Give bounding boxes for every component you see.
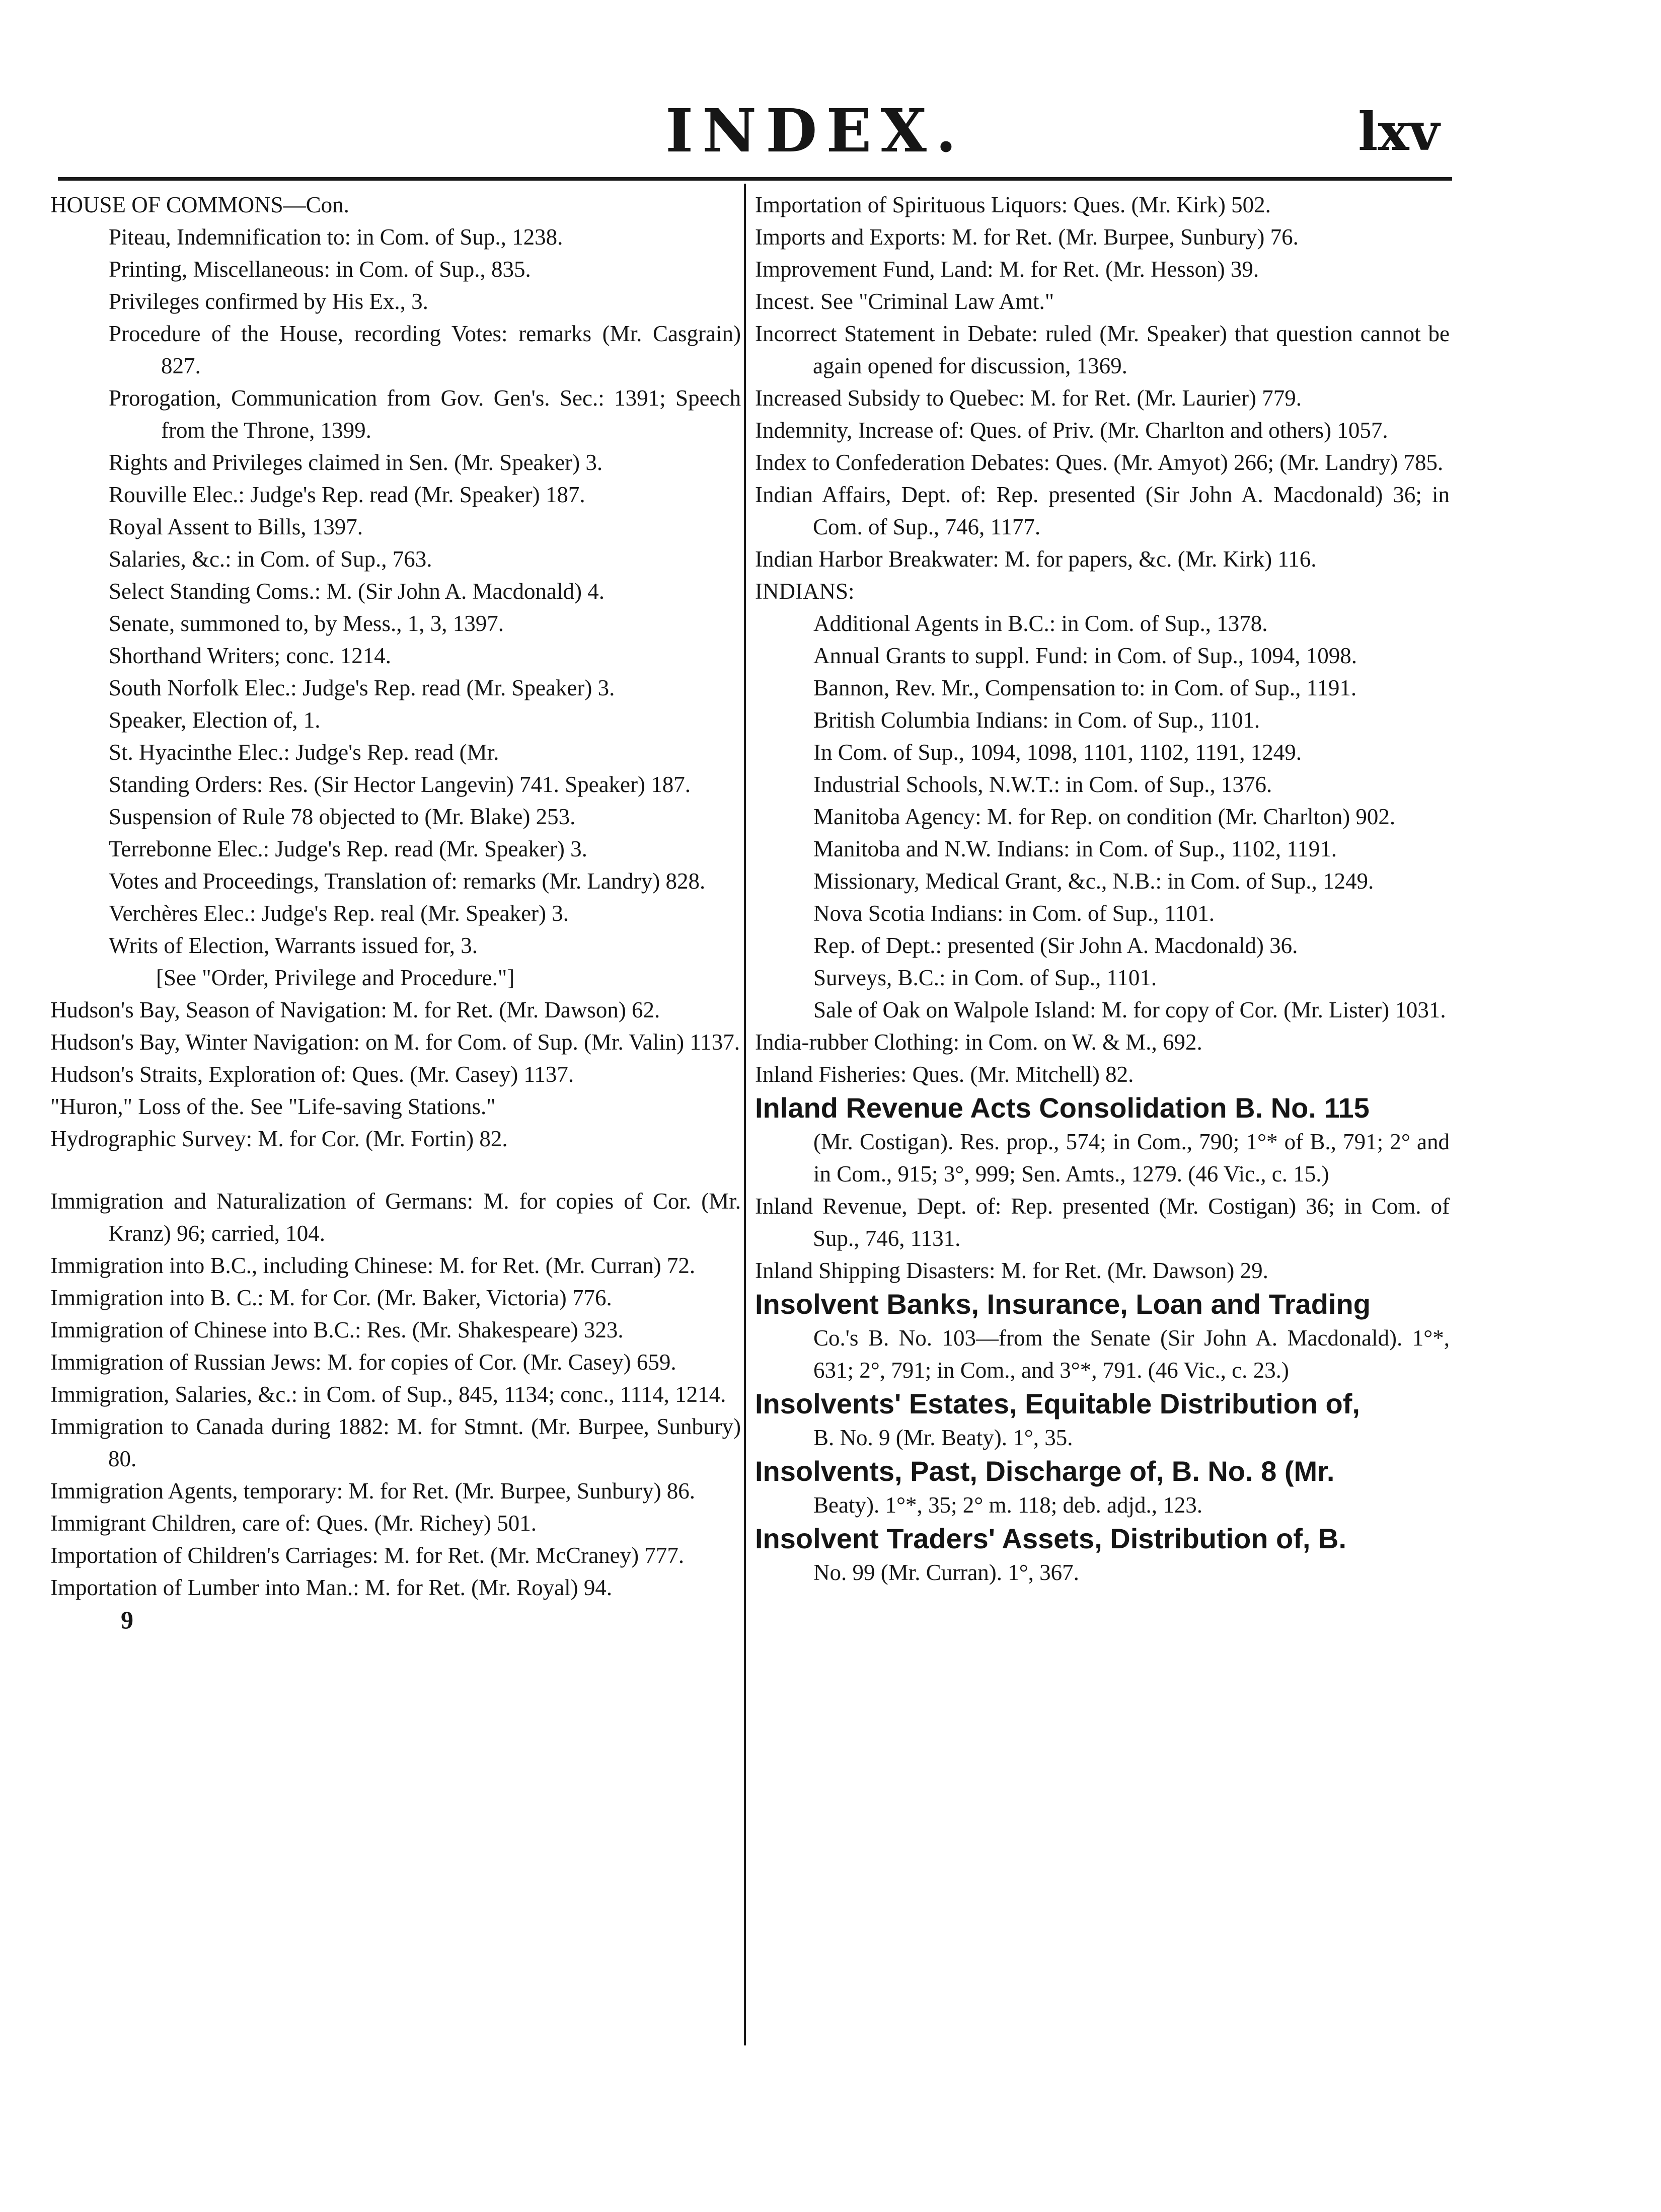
header-rule (58, 177, 1452, 181)
index-entry: Importation of Children's Carriages: M. for Ret. (Mr. McCraney) 777. (50, 1543, 685, 1568)
index-entry: HOUSE OF COMMONS—Con. (50, 192, 349, 217)
index-entry: Select Standing Coms.: M. (Sir John A. Macdonald) 4. (109, 579, 605, 604)
index-entry: Rep. of Dept.: presented (Sir John A. Macdonald) 36. (813, 933, 1298, 958)
index-entry: Hydrographic Survey: M. for Cor. (Mr. Fortin) 82. (50, 1126, 508, 1151)
index-entry: Manitoba and N.W. Indians: in Com. of Sup., 1102, 1191. (813, 836, 1337, 861)
index-entry: Standing Orders: Res. (Sir Hector Langevin) 741. Speaker) 187. (109, 772, 691, 797)
index-entry: Verchères Elec.: Judge's Rep. real (Mr. Speaker) 3. (109, 901, 569, 926)
signature-mark: 9 (121, 1606, 133, 1634)
index-entry: Incest. See "Criminal Law Amt." (755, 289, 1054, 314)
index-entry: Hudson's Bay, Winter Navigation: on M. for Com. of Sup. (Mr. Valin) 1137. (50, 1030, 740, 1055)
index-entry: Suspension of Rule 78 objected to (Mr. Blake) 253. (109, 804, 576, 829)
index-entry: Missionary, Medical Grant, &c., N.B.: in Com. of Sup., 1249. (813, 868, 1374, 894)
index-entry: Rights and Privileges claimed in Sen. (Mr. Speaker) 3. (109, 450, 603, 475)
index-entry: St. Hyacinthe Elec.: Judge's Rep. read (Mr. (109, 740, 499, 765)
index-entry: Imports and Exports: M. for Ret. (Mr. Burpee, Sunbury) 76. (755, 224, 1299, 250)
index-entry: Insolvents' Estates, Equitable Distribution of, (755, 1388, 1360, 1419)
index-entry: Immigration Agents, temporary: M. for Ret. (Mr. Burpee, Sunbury) 86. (50, 1478, 696, 1504)
index-entry: Surveys, B.C.: in Com. of Sup., 1101. (813, 965, 1157, 990)
page-number: lxv (1358, 101, 1440, 163)
index-entry: Bannon, Rev. Mr., Compensation to: in Com. of Sup., 1191. (813, 675, 1357, 700)
index-entry: Immigration of Russian Jews: M. for copies of Cor. (Mr. Casey) 659. (50, 1350, 676, 1375)
index-entry: Sale of Oak on Walpole Island: M. for copy of Cor. (Mr. Lister) 1031. (813, 997, 1446, 1022)
index-entry: Procedure of the House, recording Votes: remarks (Mr. Casgrain) 827. (109, 321, 741, 378)
index-entry: No. 99 (Mr. Curran). 1°, 367. (813, 1560, 1079, 1585)
index-entry: Hudson's Straits, Exploration of: Ques. (Mr. Casey) 1137. (50, 1062, 574, 1087)
index-entry: Importation of Spirituous Liquors: Ques. (Mr. Kirk) 502. (755, 192, 1271, 217)
index-entry: Piteau, Indemnification to: in Com. of Sup., 1238. (109, 224, 563, 250)
index-entry: Immigrant Children, care of: Ques. (Mr. Richey) 501. (50, 1511, 537, 1536)
left-column (50, 189, 741, 1636)
index-entry: In Com. of Sup., 1094, 1098, 1101, 1102, 1191, 1249. (813, 740, 1302, 765)
right-column (755, 189, 1450, 1589)
index-entry: Nova Scotia Indians: in Com. of Sup., 1101. (813, 901, 1215, 926)
index-entry: Salaries, &c.: in Com. of Sup., 763. (109, 546, 432, 572)
index-entry: Annual Grants to suppl. Fund: in Com. of Sup., 1094, 1098. (813, 643, 1357, 668)
index-entry: Royal Assent to Bills, 1397. (109, 514, 363, 539)
index-entry: Insolvent Banks, Insurance, Loan and Trading (755, 1288, 1371, 1320)
index-entry: India-rubber Clothing: in Com. on W. & M., 692. (755, 1030, 1202, 1055)
index-entry: Insolvent Traders' Assets, Distribution of, B. (755, 1523, 1347, 1554)
index-entry: British Columbia Indians: in Com. of Sup., 1101. (813, 707, 1260, 733)
index-entry: Improvement Fund, Land: M. for Ret. (Mr. Hesson) 39. (755, 257, 1259, 282)
index-entry: Senate, summoned to, by Mess., 1, 3, 1397. (109, 611, 504, 636)
index-entry: Indian Affairs, Dept. of: Rep. presented (Sir John A. Macdonald) 36; in Com. of Sup., 746, 1177. (755, 482, 1450, 539)
index-entry: Shorthand Writers; conc. 1214. (109, 643, 392, 668)
index-entry: Immigration and Naturalization of Germans: M. for copies of Cor. (Mr. Kranz) 96; carried, 104. (50, 1189, 741, 1246)
index-entry: Index to Confederation Debates: Ques. (Mr. Amyot) 266; (Mr. Landry) 785. (755, 450, 1444, 475)
index-entry: Votes and Proceedings, Translation of: remarks (Mr. Landry) 828. (109, 868, 706, 894)
index-entry: Terrebonne Elec.: Judge's Rep. read (Mr. Speaker) 3. (109, 836, 587, 861)
page-title: INDEX. (665, 96, 965, 166)
index-entry: Immigration, Salaries, &c.: in Com. of Sup., 845, 1134; conc., 1114, 1214. (50, 1382, 726, 1407)
index-entry: Immigration into B.C., including Chinese: M. for Ret. (Mr. Curran) 72. (50, 1253, 696, 1278)
index-entry: Inland Revenue, Dept. of: Rep. presented (Mr. Costigan) 36; in Com. of Sup., 746, 1131. (755, 1194, 1450, 1251)
index-entry: INDIANS: (755, 579, 855, 604)
index-entry: Incorrect Statement in Debate: ruled (Mr. Speaker) that question cannot be again opened for discussion, 1369. (755, 321, 1450, 378)
index-entry: Privileges confirmed by His Ex., 3. (109, 289, 428, 314)
column-divider (744, 184, 746, 2045)
index-entry: Immigration into B. C.: M. for Cor. (Mr. Baker, Victoria) 776. (50, 1285, 612, 1310)
index-entry: Co.'s B. No. 103—from the Senate (Sir John A. Macdonald). 1°*, 631; 2°, 791; in Com., and 3°*, 791. (46 Vic., c. 23.) (813, 1325, 1450, 1383)
index-entry: Insolvents, Past, Discharge of, B. No. 8 (Mr. (755, 1455, 1335, 1487)
index-entry: Indian Harbor Breakwater: M. for papers, &c. (Mr. Kirk) 116. (755, 546, 1317, 572)
index-entry: South Norfolk Elec.: Judge's Rep. read (Mr. Speaker) 3. (109, 675, 615, 700)
index-entry: Inland Revenue Acts Consolidation B. No. 115 (755, 1092, 1370, 1124)
index-entry: Beaty). 1°*, 35; 2° m. 118; deb. adjd., 123. (813, 1492, 1202, 1518)
index-entry: Manitoba Agency: M. for Rep. on condition (Mr. Charlton) 902. (813, 804, 1396, 829)
index-entry: Indemnity, Increase of: Ques. of Priv. (Mr. Charlton and others) 1057. (755, 418, 1388, 443)
index-entry: Immigration to Canada during 1882: M. for Stmnt. (Mr. Burpee, Sunbury) 80. (50, 1414, 741, 1471)
index-entry: Inland Shipping Disasters: M. for Ret. (Mr. Dawson) 29. (755, 1258, 1268, 1283)
index-entry: Prorogation, Communication from Gov. Gen's. Sec.: 1391; Speech from the Throne, 1399. (109, 385, 741, 443)
index-entry: Writs of Election, Warrants issued for, 3. (109, 933, 478, 958)
index-entry: (Mr. Costigan). Res. prop., 574; in Com., 790; 1°* of B., 791; 2° and in Com., 915; 3°, 999; Sen. Amts., 1279. (46 Vic., c. 15.) (813, 1129, 1450, 1187)
index-entry: Speaker, Election of, 1. (109, 707, 321, 733)
index-entry: "Huron," Loss of the. See "Life-saving Stations." (50, 1094, 496, 1119)
index-entry: Importation of Lumber into Man.: M. for Ret. (Mr. Royal) 94. (50, 1575, 613, 1600)
index-entry: Rouville Elec.: Judge's Rep. read (Mr. Speaker) 187. (109, 482, 585, 507)
index-entry: Inland Fisheries: Ques. (Mr. Mitchell) 82. (755, 1062, 1134, 1087)
index-entry: Industrial Schools, N.W.T.: in Com. of Sup., 1376. (813, 772, 1272, 797)
index-entry: Hudson's Bay, Season of Navigation: M. for Ret. (Mr. Dawson) 62. (50, 997, 660, 1022)
index-entry: [See "Order, Privilege and Procedure."] (156, 965, 515, 990)
index-entry: Immigration of Chinese into B.C.: Res. (Mr. Shakespeare) 323. (50, 1317, 624, 1342)
index-entry: Printing, Miscellaneous: in Com. of Sup., 835. (109, 257, 531, 282)
index-entry: Additional Agents in B.C.: in Com. of Sup., 1378. (813, 611, 1268, 636)
index-entry: B. No. 9 (Mr. Beaty). 1°, 35. (813, 1425, 1073, 1450)
index-entry: Increased Subsidy to Quebec: M. for Ret. (Mr. Laurier) 779. (755, 385, 1302, 411)
